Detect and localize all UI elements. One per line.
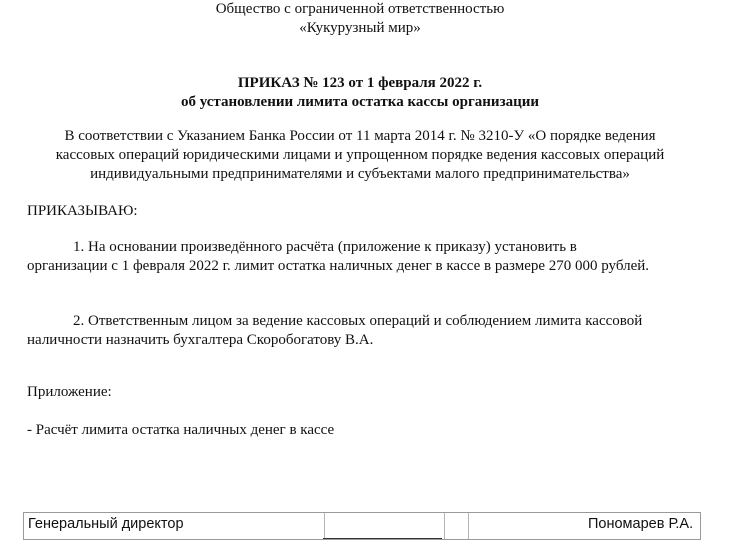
- order-word: ПРИКАЗЫВАЮ:: [27, 203, 138, 219]
- signature-line: [323, 538, 442, 539]
- preamble-line2: кассовых операций юридическими лицами и упрощенном порядке ведения кассовых операций: [55, 147, 665, 163]
- signature-cell-divider: [468, 513, 469, 539]
- signature-position: Генеральный директор: [28, 516, 184, 532]
- preamble-line3: индивидуальными предпринимателями и субъектами малого предпринимательства»: [90, 166, 630, 182]
- item2-line1: 2. Ответственным лицом за ведение кассовых операций и соблюдением лимита кассовой: [73, 313, 643, 329]
- item1-line2: организации с 1 февраля 2022 г. лимит остатка наличных денег в кассе в размере 270 000 рублей.: [27, 258, 650, 274]
- org-name-line1: Общество с ограниченной ответственностью: [215, 1, 505, 17]
- signature-cell-divider: [444, 513, 445, 539]
- appendix-label: Приложение:: [27, 384, 112, 400]
- order-subtitle: об установлении лимита остатка кассы организации: [180, 94, 540, 110]
- preamble-line1: В соответствии с Указанием Банка России от 11 марта 2014 г. № 3210-У «О порядке ведения: [64, 128, 656, 144]
- org-name-line2: «Кукурузный мир»: [299, 20, 421, 36]
- item1-line1: 1. На основании произведённого расчёта (приложение к приказу) установить в: [73, 239, 577, 255]
- signature-name: Пономарев Р.А.: [588, 516, 694, 532]
- appendix-item: - Расчёт лимита остатка наличных денег в кассе: [27, 422, 335, 438]
- item2-line2: наличности назначить бухгалтера Скоробогатову В.А.: [27, 332, 374, 348]
- signature-cell-divider: [324, 513, 325, 539]
- order-title: ПРИКАЗ № 123 от 1 февраля 2022 г.: [237, 75, 483, 91]
